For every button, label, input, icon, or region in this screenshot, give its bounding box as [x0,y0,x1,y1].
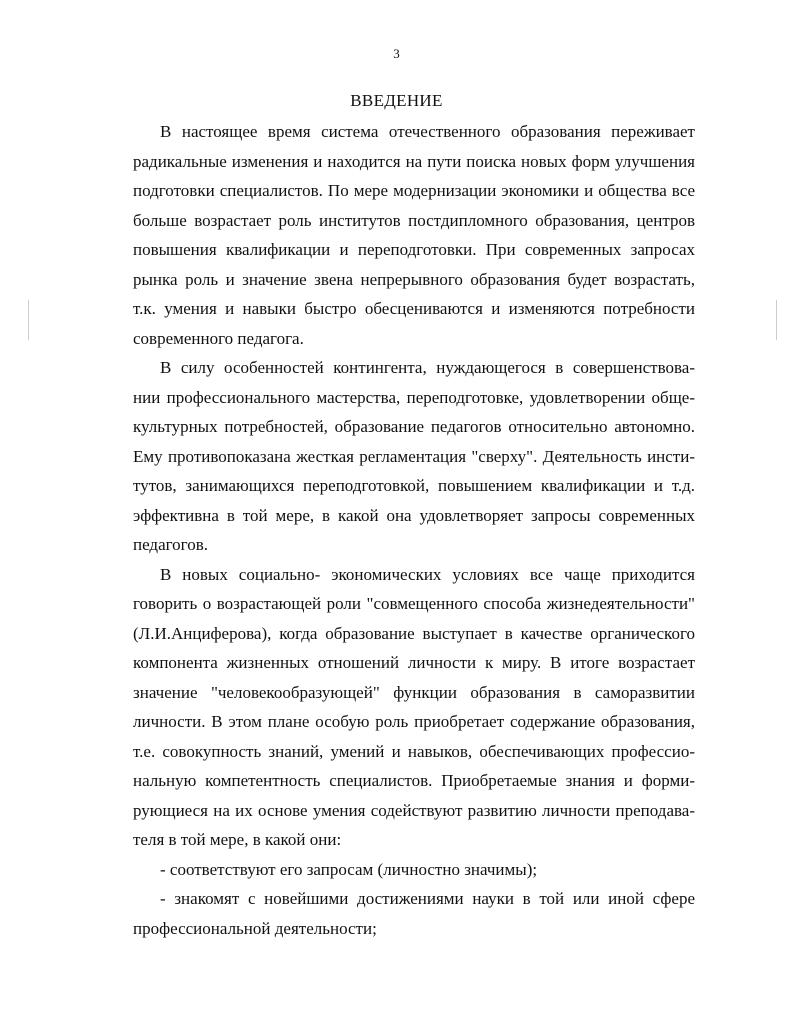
text-line: Ему противопоказана жесткая регламентация "сверху". Деятельность инсти- [133,446,695,466]
text-line: В новых социально- экономических условиях все чаще приходится [160,564,695,584]
text-line: говорить о возрастающей роли "совмещенного способа жизнедеятельности" [133,594,695,613]
text-line: т.е. совокупность знаний, умений и навыков, обеспечивающих профессио- [133,741,695,761]
text-line: - знакомят с новейшими достижениями науки в той или иной сфере [160,889,695,908]
text-line: (Л.И.Анциферова), когда образование выступает в качестве органического [133,623,695,643]
body-text [133,117,695,943]
text-line: компонента жизненных отношений личности к миру. В итоге возрастает [133,653,695,672]
text-line: В настоящее время система отечественного образования переживает [160,122,695,141]
list-item [133,855,695,885]
scan-margin-mark [776,300,777,340]
list-item [133,884,695,943]
paragraph-3 [133,560,695,855]
text-line: профессиональной деятельности; [133,918,377,938]
text-line: педагогов. [133,535,208,554]
text-line: нальную компетентность специалистов. Приобретаемые знания и форми- [133,771,695,790]
text-line: современного педагога. [133,328,304,348]
page-number: 3 [393,46,400,61]
paragraph-1 [133,117,695,353]
text-line: тутов, занимающихся переподготовкой, повышением квалификации и т.д. [133,476,695,495]
text-line: В силу особенностей контингента, нуждающегося в совершенствова- [160,358,695,377]
section-title: ВВЕДЕНИЕ [350,91,443,110]
text-line: теля в той мере, в какой они: [133,830,342,849]
text-line: нии профессионального мастерства, переподготовке, удовлетворении обще- [133,387,695,407]
text-line: рынка роль и значение звена непрерывного образования будет возрастать, [133,269,695,289]
text-line: эффективна в той мере, в какой она удовлетворяет запросы современных [133,505,695,525]
text-line: значение "человекообразующей" функции образования в саморазвитии [133,682,695,702]
paragraph-2 [133,353,695,560]
scan-margin-mark [28,300,29,340]
text-line: радикальные изменения и находится на пути поиска новых форм улучшения [133,151,695,171]
text-line: больше возрастает роль институтов постдипломного образования, центров [133,210,695,230]
text-line: личности. В этом плане особую роль приобретает содержание образования, [133,712,695,731]
text-line: - соответствуют его запросам (личностно значимы); [160,859,538,879]
text-line: т.к. умения и навыки быстро обесцениваются и изменяются потребности [133,299,695,318]
text-line: рующиеся на их основе умения содействуют развитию личности преподава- [133,800,695,820]
text-line: подготовки специалистов. По мере модернизации экономики и общества все [133,181,695,200]
text-line: повышения квалификации и переподготовки. При современных запросах [133,240,695,259]
text-line: культурных потребностей, образование педагогов относительно автономно. [133,417,695,436]
